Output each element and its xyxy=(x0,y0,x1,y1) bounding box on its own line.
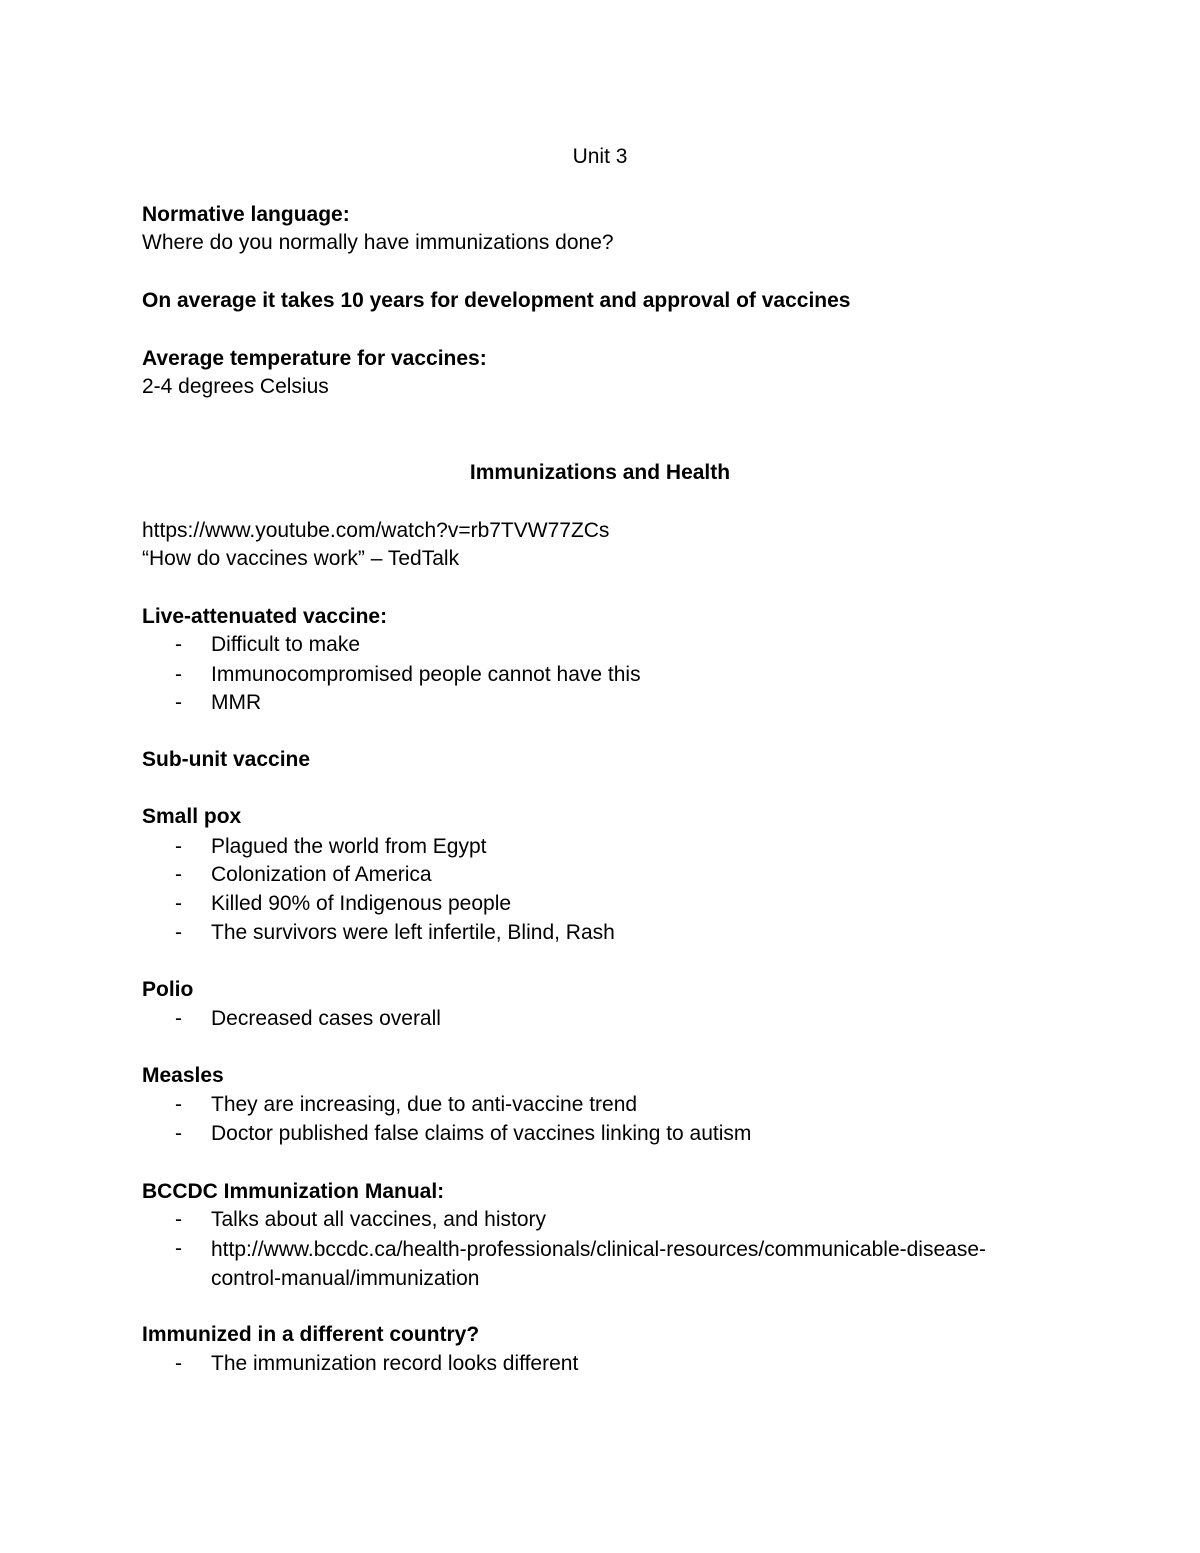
bullet-dash: - xyxy=(175,633,182,656)
list-item: Killed 90% of Indigenous people xyxy=(211,892,512,915)
different-country-heading: Immunized in a different country? xyxy=(142,1323,480,1346)
list-item: The survivors were left infertile, Blind, Rash xyxy=(211,921,615,944)
bullet-dash: - xyxy=(175,1122,182,1145)
bccdc-manual-link[interactable]: http://www.bccdc.ca/health-professionals/clinical-resources/communicable-disease-control-manual/immunization xyxy=(211,1238,987,1290)
temperature-value: 2-4 degrees Celsius xyxy=(142,375,329,398)
normative-heading: Normative language: xyxy=(142,203,350,226)
bullet-dash: - xyxy=(175,1208,182,1231)
video-link[interactable]: https://www.youtube.com/watch?v=rb7TVW77ZCs xyxy=(142,519,610,542)
section-title: Immunizations and Health xyxy=(469,461,731,484)
development-note: On average it takes 10 years for development and approval of vaccines xyxy=(142,289,851,312)
temperature-heading: Average temperature for vaccines: xyxy=(142,347,487,370)
normative-question: Where do you normally have immunizations done? xyxy=(142,231,614,254)
list-item: Talks about all vaccines, and history xyxy=(211,1208,547,1231)
page-title: Unit 3 xyxy=(572,145,628,168)
list-item: MMR xyxy=(211,691,262,714)
video-caption: “How do vaccines work” – TedTalk xyxy=(142,547,460,570)
list-item: Decreased cases overall xyxy=(211,1007,441,1030)
bullet-dash: - xyxy=(175,1237,182,1260)
bullet-dash: - xyxy=(175,691,182,714)
list-item: Doctor published false claims of vaccines linking to autism xyxy=(211,1122,752,1145)
bullet-dash: - xyxy=(175,1352,182,1375)
polio-heading: Polio xyxy=(142,978,194,1001)
bullet-dash: - xyxy=(175,663,182,686)
list-item: Colonization of America xyxy=(211,863,432,886)
bccdc-heading: BCCDC Immunization Manual: xyxy=(142,1180,445,1203)
bullet-dash: - xyxy=(175,921,182,944)
bullet-dash: - xyxy=(175,835,182,858)
bullet-dash: - xyxy=(175,1093,182,1116)
list-item: They are increasing, due to anti-vaccine trend xyxy=(211,1093,638,1116)
live-attenuated-heading: Live-attenuated vaccine: xyxy=(142,605,388,628)
measles-heading: Measles xyxy=(142,1064,224,1087)
bullet-dash: - xyxy=(175,1007,182,1030)
list-item: Plagued the world from Egypt xyxy=(211,835,487,858)
list-item: Immunocompromised people cannot have this xyxy=(211,663,641,686)
small-pox-heading: Small pox xyxy=(142,805,242,828)
bullet-dash: - xyxy=(175,863,182,886)
bullet-dash: - xyxy=(175,892,182,915)
sub-unit-heading: Sub-unit vaccine xyxy=(142,748,311,771)
list-item: Difficult to make xyxy=(211,633,360,656)
list-item: The immunization record looks different xyxy=(211,1352,579,1375)
